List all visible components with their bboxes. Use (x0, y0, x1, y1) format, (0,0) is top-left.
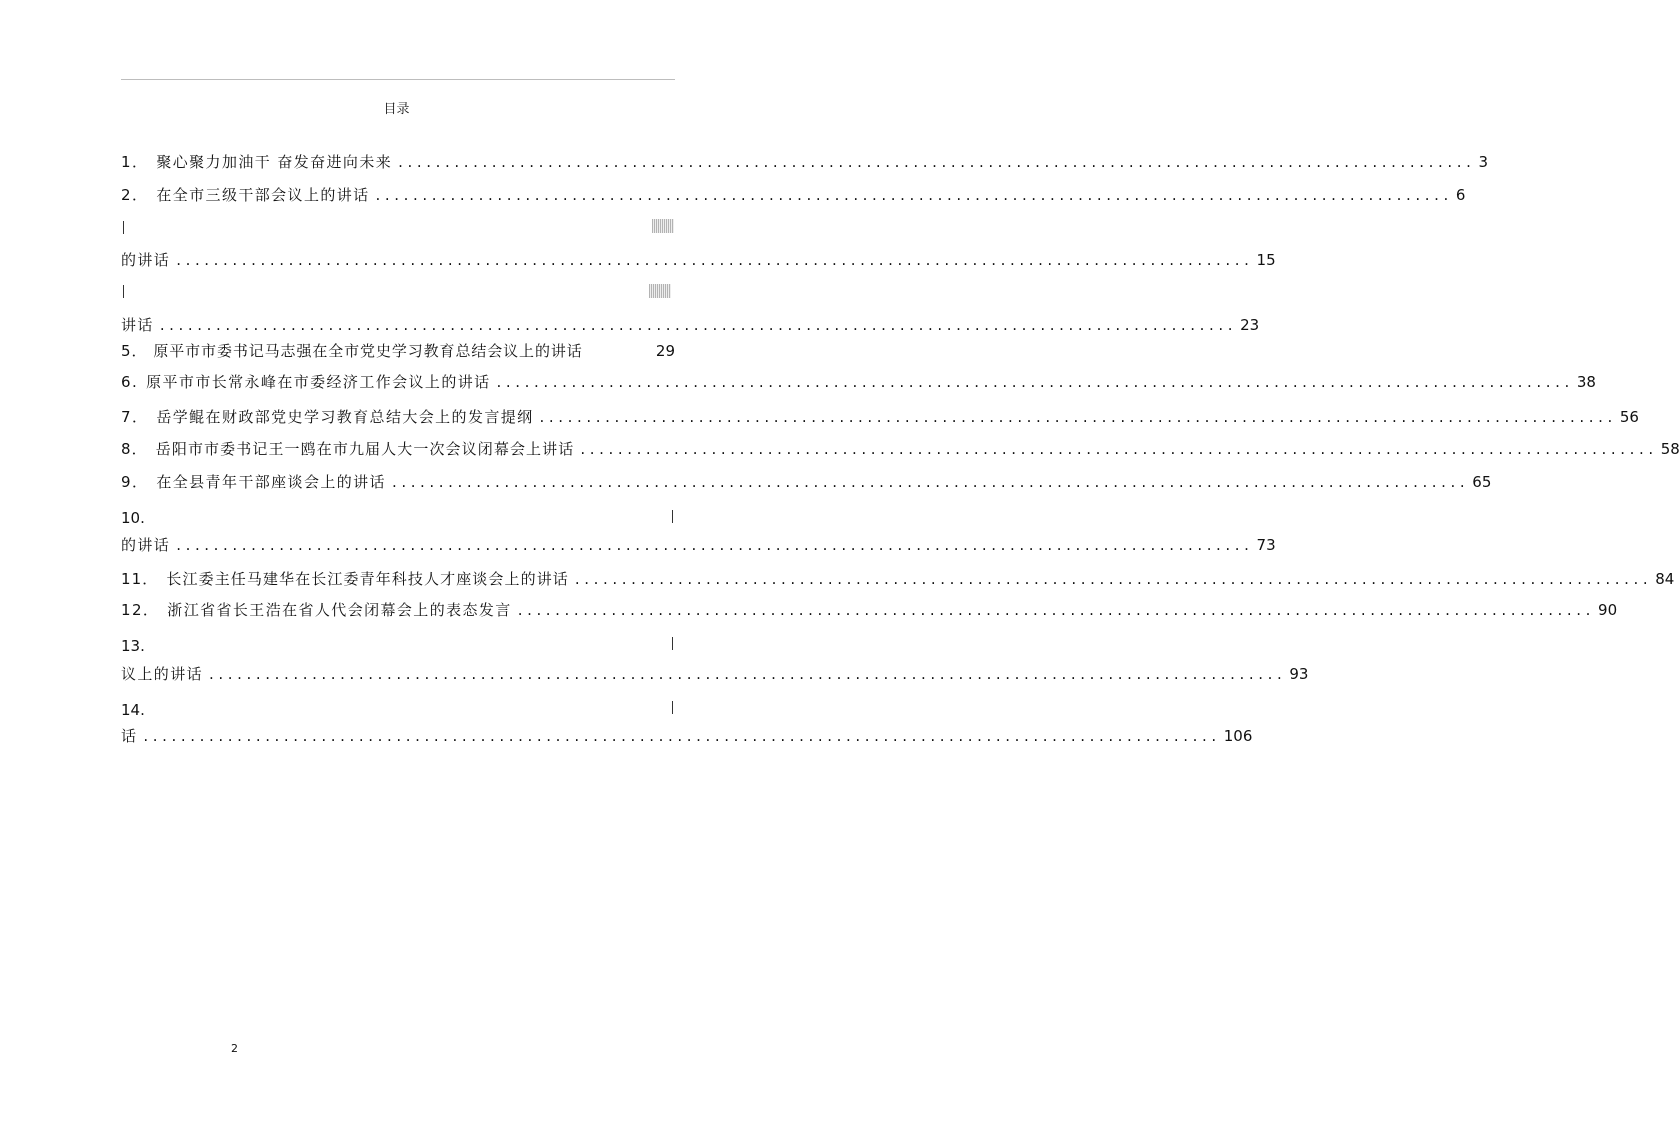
toc-dot-leader: ................................................................................................................... (398, 153, 1476, 171)
toc-entry-page: 29 (655, 342, 675, 360)
page-number: 2 (231, 1042, 238, 1055)
toc-entry-14[interactable] (121, 724, 1253, 746)
toc-dot-leader: ................................................................................................................... (159, 316, 1238, 334)
toc-entry-number: 9． (121, 473, 149, 491)
toc-entry-4[interactable] (121, 313, 1260, 335)
toc-entry-number: 7． (121, 408, 149, 426)
toc-entry-11[interactable] (121, 567, 1675, 589)
toc-entry-13[interactable] (121, 662, 1309, 684)
toc-entry-page: 90 (1598, 601, 1618, 619)
toc-dot-leader: ................................................................................................................... (209, 665, 1287, 683)
toc-entry-number: 12． (121, 601, 160, 619)
truncated-line-mark (672, 510, 673, 523)
toc-entry-title: 原平市市委书记马志强在全市党史学习教育总结会议上的讲话 (153, 342, 583, 360)
toc-dot-leader: ................................................................................................................... (143, 727, 1221, 745)
toc-dot-leader: ................................................................................................................... (375, 186, 1453, 204)
toc-entry-page: 38 (1576, 373, 1596, 391)
toc-entry-12[interactable] (121, 598, 1618, 620)
toc-entry-7[interactable] (121, 405, 1639, 427)
toc-entry-title: 浙江省省长王浩在省人代会闭幕会上的表态发言 (167, 601, 512, 619)
toc-entry-number-only: 14. (121, 701, 145, 719)
toc-entry-10[interactable] (121, 533, 1276, 555)
toc-dot-leader: ................................................................................................................... (517, 601, 1596, 619)
truncated-line-mark (672, 701, 673, 714)
toc-entry-title: 讲话 (121, 316, 154, 334)
toc-entry-title: 岳阳市市委书记王一鸥在市九届人大一次会议闭幕会上讲话 (155, 440, 575, 458)
illegible-text-fragment (652, 219, 674, 233)
toc-entry-page: 106 (1223, 727, 1253, 745)
toc-dot-leader: ................................................................................................................... (574, 570, 1653, 588)
toc-entry-title: 岳学鲲在财政部党史学习教育总结大会上的发言提纲 (156, 408, 534, 426)
toc-entry-title: 议上的讲话 (121, 665, 204, 683)
toc-entry-page: 6 (1455, 186, 1466, 204)
toc-entry-page: 3 (1478, 153, 1488, 171)
toc-entry-title: 的讲话 (121, 251, 171, 269)
truncated-line-mark (123, 285, 124, 298)
toc-dot-leader: ................................................................................................................... (176, 536, 1254, 554)
toc-entry-number: 5． (121, 342, 148, 360)
toc-entry-number: 6. (121, 373, 139, 391)
toc-entry-number: 11． (121, 570, 159, 588)
toc-dot-leader: ................................................................................................................... (391, 473, 1470, 491)
toc-entry-page: 58 (1660, 440, 1680, 458)
toc-entry-title: 的讲话 (121, 536, 171, 554)
toc-entry-title: 话 (121, 727, 138, 745)
toc-entry-1[interactable] (121, 150, 1488, 172)
illegible-text-fragment (649, 284, 671, 298)
toc-entry-page: 56 (1619, 408, 1639, 426)
toc-entry-page: 84 (1655, 570, 1675, 588)
toc-dot-leader: ................................................................................................................... (580, 440, 1658, 458)
toc-entry-3[interactable] (121, 248, 1276, 270)
toc-entry-number: 1． (121, 153, 149, 171)
header-rule (121, 79, 675, 80)
toc-entry-number: 8． (121, 440, 148, 458)
toc-entry-number-only: 10. (121, 509, 145, 527)
toc-entry-6[interactable] (121, 370, 1596, 392)
toc-entry-title: 长江委主任马建华在长江委青年科技人才座谈会上的讲话 (166, 570, 569, 588)
toc-entry-page: 15 (1256, 251, 1276, 269)
toc-entry-8[interactable] (121, 437, 1680, 459)
toc-entry-page: 23 (1240, 316, 1260, 334)
truncated-line-mark (672, 637, 673, 650)
toc-entry-title: 在全市三级干部会议上的讲话 (156, 186, 370, 204)
toc-entry-number: 2． (121, 186, 149, 204)
truncated-line-mark (123, 221, 124, 234)
toc-entry-2[interactable] (121, 183, 1466, 205)
toc-dot-leader: ................................................................................................................... (539, 408, 1617, 426)
toc-dot-leader: ................................................................................................................... (176, 251, 1254, 269)
toc-entry-page: 65 (1472, 473, 1492, 491)
toc-entry-title: 在全县青年干部座谈会上的讲话 (156, 473, 386, 491)
toc-dot-leader: ................................................................................................................... (496, 373, 1574, 391)
toc-entry-title: 聚心聚力加油干 奋发奋进向未来 (156, 153, 393, 171)
toc-entry-9[interactable] (121, 470, 1492, 492)
toc-entry-page: 73 (1256, 536, 1276, 554)
toc-entry-title: 原平市市长常永峰在市委经济工作会议上的讲话 (146, 373, 491, 391)
toc-entry-page: 93 (1289, 665, 1309, 683)
toc-entry-number-only: 13. (121, 637, 145, 655)
toc-entry-5[interactable] (121, 339, 675, 361)
toc-title: 目录 (383, 102, 410, 117)
